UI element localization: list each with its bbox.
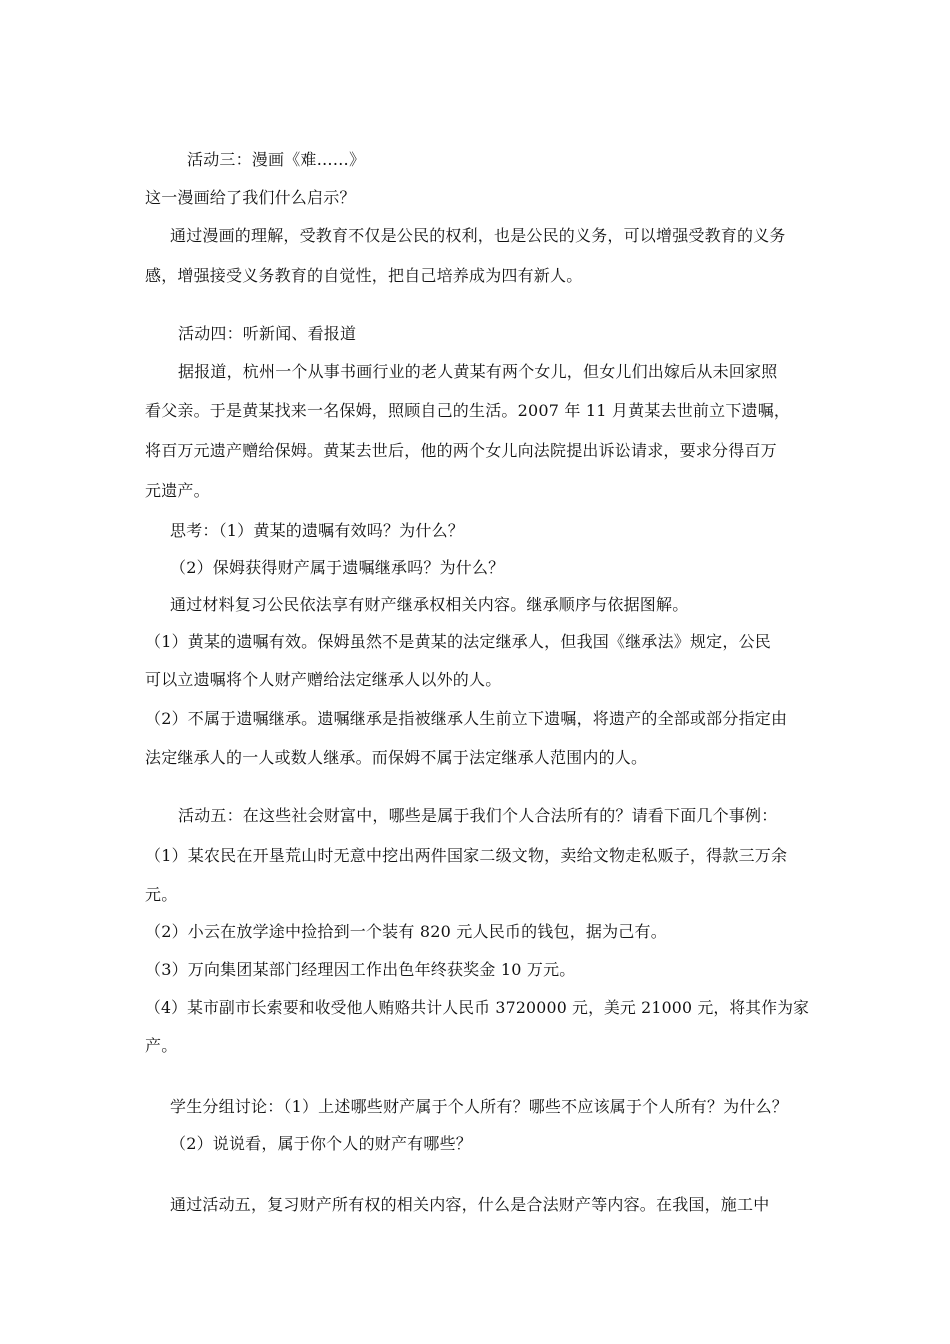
activity-5-case-1-line-1: （1）某农民在开垦荒山时无意中挖出两件国家二级文物，卖给文物走私贩子，得款三万余	[145, 846, 788, 865]
activity-4-think-1: 思考：（1）黄某的遗嘱有效吗？为什么？	[170, 521, 464, 540]
activity-4-report-line-2: 看父亲。于是黄某找来一名保姆，照顾自己的生活。2007 年 11 月黄某去世前立下遗嘱，	[145, 401, 791, 420]
activity-5-case-1-line-2: 元。	[145, 885, 178, 904]
activity-5-heading: 活动五：在这些社会财富中，哪些是属于我们个人合法所有的？请看下面几个事例：	[178, 806, 778, 825]
activity-4-answer-1-line-1: （1）黄某的遗嘱有效。保姆虽然不是黄某的法定继承人，但我国《继承法》规定，公民	[145, 632, 771, 651]
summary-line-1: 通过活动五，复习财产所有权的相关内容，什么是合法财产等内容。在我国，施工中	[170, 1195, 770, 1214]
activity-3-question: 这一漫画给了我们什么启示？	[145, 188, 356, 207]
group-discussion-line-1: 学生分组讨论：（1）上述哪些财产属于个人所有？哪些不应该属于个人所有？为什么？	[170, 1097, 788, 1116]
activity-5-case-4-line-1: （4）某市副市长索要和收受他人贿赂共计人民币 3720000 元，美元 21000 元，将其作为家	[145, 998, 810, 1017]
activity-5-case-2: （2）小云在放学途中捡拾到一个装有 820 元人民币的钱包，据为己有。	[145, 922, 667, 941]
activity-4-review: 通过材料复习公民依法享有财产继承权相关内容。继承顺序与依据图解。	[170, 595, 689, 614]
activity-3-heading: 活动三：漫画《难……》	[187, 150, 366, 169]
activity-4-answer-2-line-2: 法定继承人的一人或数人继承。而保姆不属于法定继承人范围内的人。	[145, 748, 648, 767]
activity-3-answer-line-2: 感，增强接受义务教育的自觉性，把自己培养成为四有新人。	[145, 266, 583, 285]
group-discussion-line-2: （2）说说看，属于你个人的财产有哪些？	[170, 1134, 472, 1153]
activity-5-case-4-line-2: 产。	[145, 1036, 178, 1055]
activity-4-heading: 活动四：听新闻、看报道	[178, 324, 357, 343]
activity-4-report-line-1: 据报道，杭州一个从事书画行业的老人黄某有两个女儿，但女儿们出嫁后从未回家照	[178, 362, 778, 381]
activity-5-case-3: （3）万向集团某部门经理因工作出色年终获奖金 10 万元。	[145, 960, 576, 979]
activity-3-answer-line-1: 通过漫画的理解，受教育不仅是公民的权利，也是公民的义务，可以增强受教育的义务	[170, 226, 786, 245]
activity-4-report-line-4: 元遗产。	[145, 481, 210, 500]
activity-4-report-line-3: 将百万元遗产赠给保姆。黄某去世后，他的两个女儿向法院提出诉讼请求，要求分得百万	[145, 441, 777, 460]
activity-4-answer-1-line-2: 可以立遗嘱将个人财产赠给法定继承人以外的人。	[145, 670, 502, 689]
activity-4-think-2: （2）保姆获得财产属于遗嘱继承吗？为什么？	[170, 558, 505, 577]
activity-4-answer-2-line-1: （2）不属于遗嘱继承。遗嘱继承是指被继承人生前立下遗嘱，将遗产的全部或部分指定由	[145, 709, 788, 728]
